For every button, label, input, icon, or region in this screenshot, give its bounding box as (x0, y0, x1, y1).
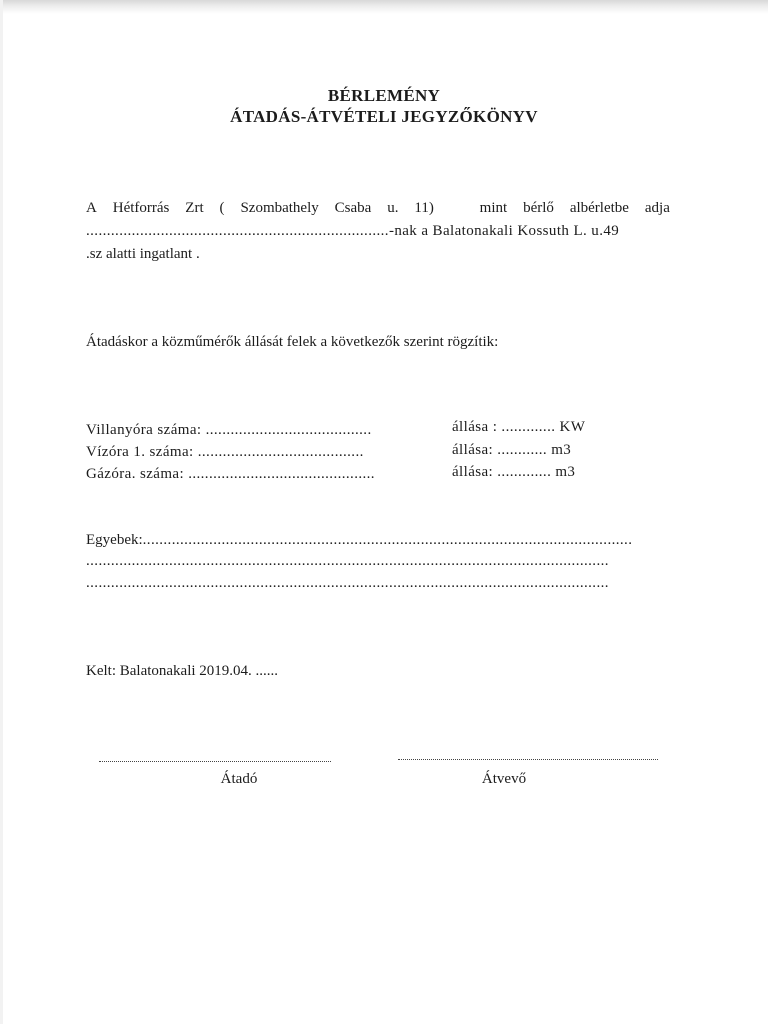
date-line: Kelt: Balatonakali 2019.04. ...... (86, 663, 279, 679)
intro-line-2: .........................................................................-nak a Balatonakali Kossuth L. u.49 (86, 223, 620, 239)
meter-gas-number: Gázóra. száma: ............................................. (86, 466, 375, 482)
intro-word: Szombathely (240, 200, 319, 216)
meters-intro: Átadáskor a közműmérők állását felek a következők szerint rögzítik: (86, 334, 499, 350)
intro-word: albérletbe (569, 200, 629, 216)
signature-line-left (99, 761, 331, 762)
meter-water-reading: állása: ............ m3 (452, 442, 572, 458)
intro-line-1 (86, 199, 670, 217)
signature-label-handover: Átadó (220, 771, 258, 787)
intro-word: Zrt (185, 200, 204, 216)
meter-gas-reading: állása: ............. m3 (452, 464, 576, 480)
other-notes-label (86, 531, 632, 549)
signature-label-receiver: Átvevő (481, 771, 527, 787)
document-title: BÉRLEMÉNY (327, 86, 441, 105)
scan-shadow (0, 0, 768, 14)
intro-word: u. (387, 200, 399, 216)
intro-word: A (86, 200, 97, 216)
intro-word: Hétforrás (112, 200, 170, 216)
intro-word: 11) (414, 200, 434, 216)
meter-electric-number: Villanyóra száma: ........................................ (86, 422, 372, 438)
scan-edge-left (0, 0, 3, 1024)
intro-line-3: .sz alatti ingatlant . (86, 246, 200, 262)
intro-word: mint (479, 200, 508, 216)
document-subtitle: ÁTADÁS-ÁTVÉTELI JEGYZŐKÖNYV (230, 107, 538, 126)
intro-word: ( (219, 200, 225, 216)
other-notes-line-3: .............................................................................................................................. (86, 575, 609, 591)
intro-word: adja (644, 200, 670, 216)
meter-water-number: Vízóra 1. száma: ........................................ (86, 444, 364, 460)
other-notes-line-2: .............................................................................................................................. (86, 553, 609, 569)
other-notes-title: Egyebek: (86, 532, 143, 548)
intro-word: Csaba (334, 200, 372, 216)
intro-word: bérlő (523, 200, 554, 216)
meter-electric-reading: állása : ............. KW (452, 419, 586, 435)
other-notes-dots: ...................................................................................................................... (142, 532, 633, 548)
signature-line-right (398, 759, 658, 760)
